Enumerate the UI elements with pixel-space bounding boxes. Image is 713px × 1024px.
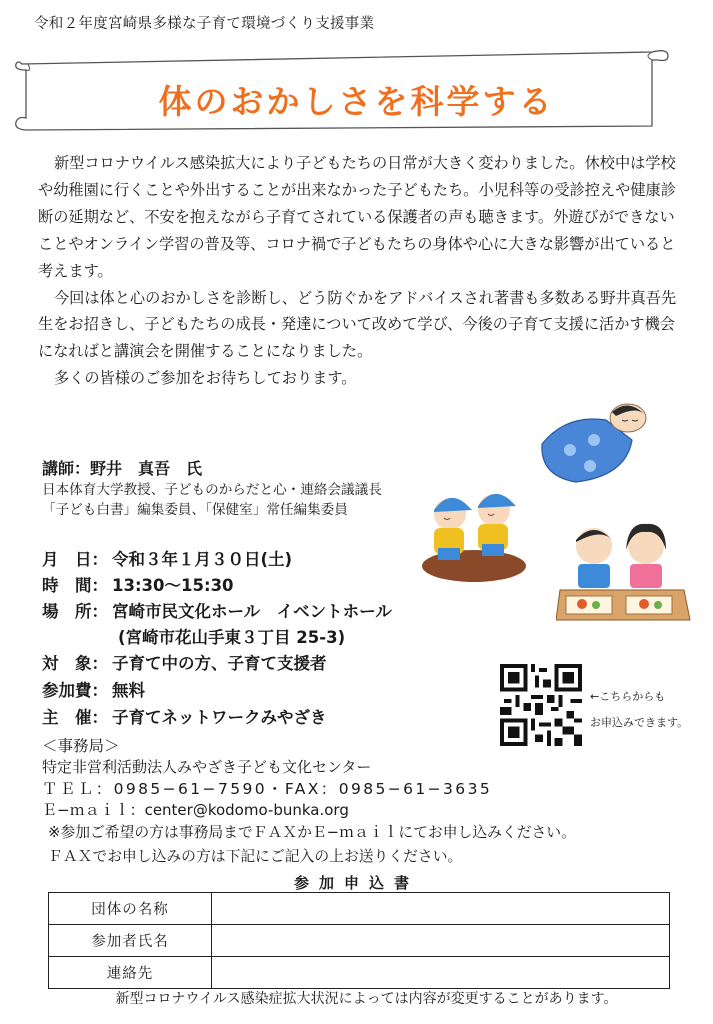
target-label: 対 象： (42, 654, 108, 673)
office-tel-fax: ＴＥＬ：0985−61−7590・FAX：0985−61−3635 (42, 780, 493, 798)
note-1: ※参加ご希望の方は事務局までＦＡＸかＥ−ｍａｉｌにてお申し込みください。 (48, 824, 576, 841)
office-heading: ＜事務局＞ (42, 737, 120, 755)
footer-note: 新型コロナウイルス感染症拡大状況によっては内容が変更することがあります。 (115, 991, 618, 1007)
intro-text (38, 150, 678, 392)
qr-note-line-2: お申込みできます。 (590, 716, 689, 729)
host-label: 主 催： (42, 708, 108, 727)
qr-note (590, 684, 688, 736)
lecturer-name: 野井 真吾 氏 (90, 459, 203, 478)
form-field-org[interactable] (212, 893, 670, 925)
note-2: ＦＡＸでお申し込みの方は下記にご記入の上お送りください。 (48, 848, 463, 865)
form-row (49, 957, 670, 989)
children-playing-illustration (416, 484, 528, 584)
place-value: 宮崎市民文化ホール イベントホール (112, 602, 392, 621)
event-address: (宮崎市花山手東３丁目 25-3) (118, 628, 346, 647)
office-email[interactable]: Ｅ−ｍａｉｌ：center@kodomo-bunka.org (42, 801, 349, 819)
paragraph-3: 多くの皆様のご参加をお待ちしております。 (53, 369, 357, 388)
lecturer-line (42, 456, 202, 479)
event-target (42, 650, 327, 674)
form-row (49, 925, 670, 957)
paragraph-2: 今回は体と心のおかしさを診断し、どう防ぐかをアドバイスされ著書も多数ある野井真吾先生をお招きし、子どもたちの成長・発達について改めて学び、今後の子育て支援に活かす機会になればと講演会を開催することになりました。 (38, 288, 677, 361)
lecturer-title-1: 日本体育大学教授、子どものからだと心・連絡会議議長 (42, 482, 382, 498)
lecturer-title-2: 「子ども白書」編集委員、「保健室」常任編集委員 (42, 502, 348, 518)
sleeping-child-illustration (536, 396, 648, 488)
fee-label: 参加費： (42, 681, 108, 700)
host-value: 子育てネットワークみやざき (112, 708, 327, 727)
office-name: 特定非営利活動法人みやざき子ども文化センター (42, 758, 372, 776)
date-value: 令和３年１月３０日(土) (112, 550, 293, 569)
date-label: 月 日： (42, 550, 108, 569)
form-label-org: 団体の名称 (49, 893, 212, 925)
qr-code[interactable] (500, 664, 582, 746)
time-value: 13:30〜15:30 (112, 576, 234, 595)
qr-note-line-1: ←こちらからも (590, 690, 666, 703)
header-text: 令和２年度宮崎県多様な子育て環境づくり支援事業 (34, 16, 375, 32)
form-label-contact: 連絡先 (49, 957, 212, 989)
children-eating-illustration (556, 516, 692, 628)
event-time (42, 572, 234, 596)
paragraph-1: 新型コロナウイルス感染拡大により子どもたちの日常が大きく変わりました。休校中は学校や幼稚園に行くことや外出することが出来なかった子どもたち。小児科等の受診控えや健康診断の延期など、不安を抱えながら子育てされている保護者の声も聴きます。外遊びができないことやオンライン学習の普及等、コロナ禍で子どもたちの身体や心に大きな影響が出ていると考えます。 (38, 154, 676, 280)
time-label: 時 間： (42, 576, 108, 595)
place-label: 場 所： (42, 602, 108, 621)
fee-value: 無料 (112, 681, 145, 700)
lecturer-label: 講師： (42, 459, 91, 478)
page-title: 体のおかしさを科学する (158, 82, 555, 121)
target-value: 子育て中の方、子育て支援者 (112, 654, 327, 673)
event-place (42, 598, 392, 622)
form-field-contact[interactable] (212, 957, 670, 989)
application-form (48, 892, 670, 989)
event-fee (42, 677, 145, 701)
form-field-name[interactable] (212, 925, 670, 957)
form-row (49, 893, 670, 925)
event-date (42, 546, 292, 570)
form-title: 参加申込書 (293, 874, 419, 892)
form-label-name: 参加者氏名 (49, 925, 212, 957)
lecturer-titles (42, 480, 382, 520)
event-host (42, 704, 327, 728)
